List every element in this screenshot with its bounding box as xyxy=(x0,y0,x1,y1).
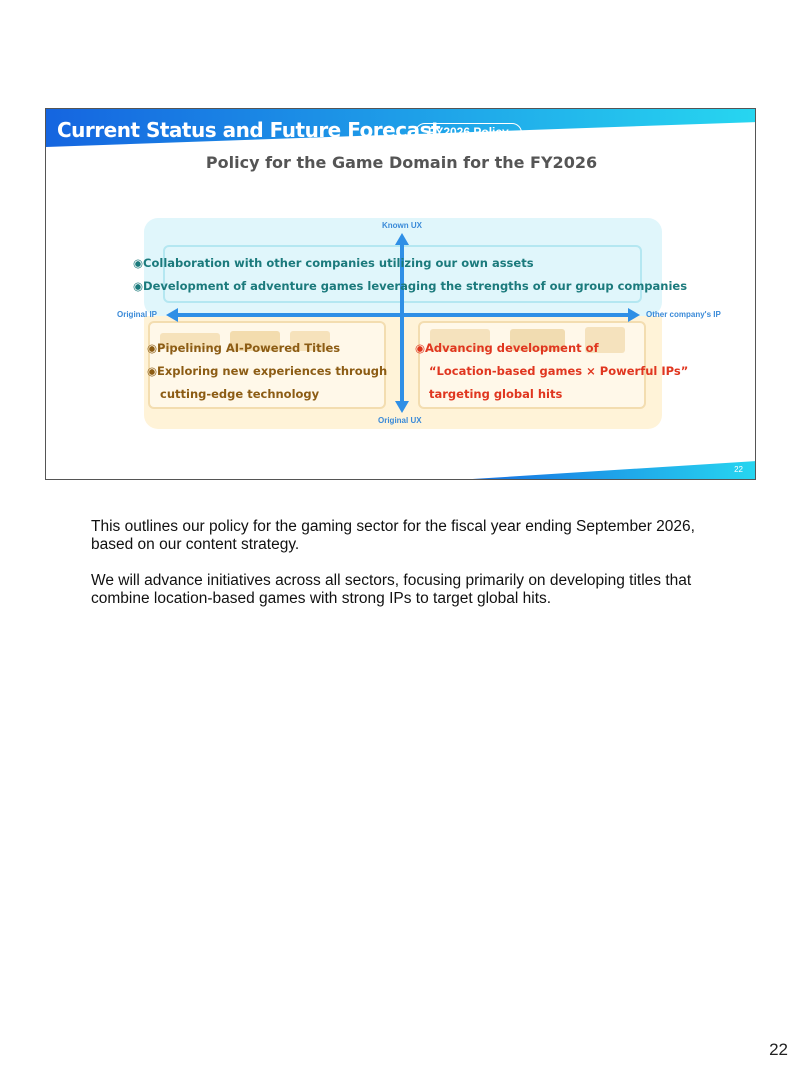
notes-paragraph-2: We will advance initiatives across all sectors, focusing primarily on developing titles that combine location-based games with strong IPs to target global hits. xyxy=(91,572,692,607)
left-bullet-1: ◉Pipelining AI-Powered Titles xyxy=(147,341,341,355)
speaker-notes xyxy=(91,518,711,626)
left-bullet-3: cutting-edge technology xyxy=(160,387,320,401)
page-number: 22 xyxy=(769,1040,788,1059)
axis-label-original-ip: Original IP xyxy=(117,310,158,319)
policy-badge: FY2026 Policy xyxy=(415,123,522,143)
slide-number: 22 xyxy=(734,465,743,474)
right-bullet-3: targeting global hits xyxy=(429,387,563,401)
axis-label-other-company-ip: Other company's IP xyxy=(646,310,721,319)
notes-paragraph-1: This outlines our policy for the gaming sector for the fiscal year ending September 2026, based on our content strategy. xyxy=(91,518,695,553)
top-bullet-1: ◉Collaboration with other companies utilizing our own assets xyxy=(133,256,534,270)
right-bullet-1: ◉Advancing development of xyxy=(415,341,599,355)
slide xyxy=(45,108,756,480)
axis-label-known-ux: Known UX xyxy=(382,221,422,230)
axis-label-original-ux: Original UX xyxy=(378,416,422,425)
left-bullet-2: ◉Exploring new experiences through xyxy=(147,364,388,378)
top-bullet-2: ◉Development of adventure games leveraging the strengths of our group companies xyxy=(133,279,688,293)
slide-title: Current Status and Future Forecast xyxy=(57,118,441,142)
slide-subtitle: Policy for the Game Domain for the FY2026 xyxy=(205,153,598,172)
right-bullet-2: “Location-based games × Powerful IPs” xyxy=(429,364,689,378)
